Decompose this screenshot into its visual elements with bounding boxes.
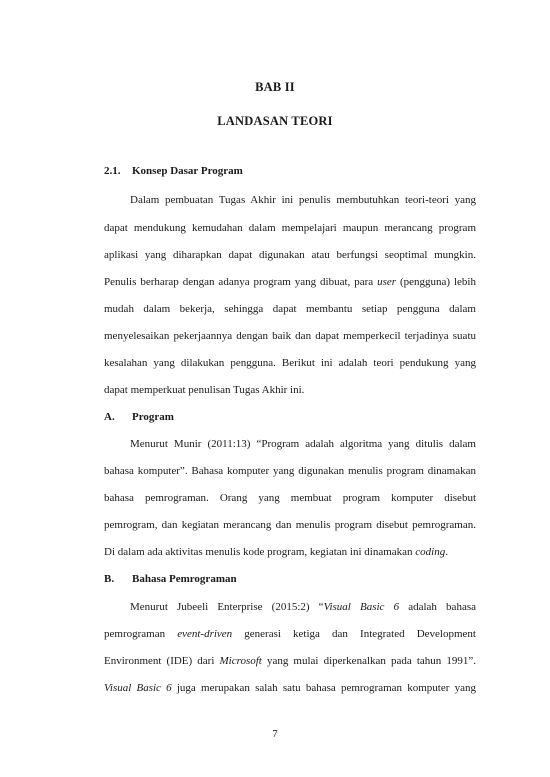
paragraph-line: dapat mendukung kemudahan dalam mempelajari maupun merancang program (104, 222, 476, 234)
section-heading-program (104, 411, 174, 423)
italic-term: Visual Basic 6 (323, 601, 400, 613)
section-number: 2.1. (104, 165, 121, 177)
paragraph-line: mudah dalam bekerja, sehingga dapat membantu setiap pengguna dalam (104, 303, 476, 315)
paragraph-line (104, 546, 476, 559)
paragraph-line: bahasa pemrograman. Orang yang membuat program komputer disebut (104, 492, 476, 504)
section-title: Bahasa Pemrograman (132, 573, 237, 585)
text-run: Penulis berharap dengan adanya program yang dibuat, para (104, 276, 378, 288)
paragraph-line: aplikasi yang diharapkan dapat digunakan atau berfungsi seoptimal mungkin. (104, 249, 476, 261)
section-heading-konsep-dasar-program (104, 165, 243, 177)
section-number: A. (104, 411, 115, 423)
page-number: 7 (272, 728, 278, 740)
italic-term: event-driven (177, 628, 233, 640)
section-title: Konsep Dasar Program (132, 165, 243, 177)
section-heading-bahasa-pemrograman (104, 573, 237, 585)
paragraph-line: kesalahan yang dilakukan pengguna. Berikut ini adalah teori pendukung yang (104, 357, 476, 369)
paragraph-line (104, 682, 476, 695)
section-title: Program (132, 411, 174, 423)
text-run: pemrograman (104, 628, 178, 640)
paragraph-line (130, 601, 476, 614)
paragraph-line: menyelesaikan pekerjaannya dengan baik dan dapat memperkecil terjadinya suatu (104, 330, 476, 342)
text-run: generasi ketiga dan Integrated Development (232, 628, 476, 640)
text-run: yang mulai diperkenalkan pada tahun 1991”. (261, 655, 476, 667)
chapter-title: LANDASAN TEORI (217, 114, 333, 128)
paragraph-line: Menurut Munir (2011:13) “Program adalah algoritma yang ditulis dalam (130, 438, 476, 450)
paragraph-line: bahasa komputer”. Bahasa komputer yang digunakan menulis program dinamakan (104, 465, 476, 477)
paragraph-line: pemrogram, dan kegiatan merancang dan menulis program disebut pemrograman. (104, 519, 476, 531)
section-number: B. (104, 573, 115, 585)
text-run: . (445, 546, 448, 558)
paragraph-line (104, 628, 476, 641)
text-run: Environment (IDE) dari (104, 655, 220, 667)
italic-term: Microsoft (219, 655, 262, 667)
paragraph-line (104, 655, 476, 668)
chapter-label: BAB II (255, 80, 295, 94)
text-run: Menurut Jubeeli Enterprise (2015:2) “ (130, 601, 324, 613)
text-run: adalah bahasa (399, 601, 476, 613)
text-run: juga merupakan salah satu bahasa pemrograman komputer yang (171, 682, 476, 694)
paragraph-line (104, 276, 476, 289)
italic-term: user (377, 276, 397, 288)
text-run: (pengguna) lebih (396, 276, 476, 288)
italic-term: Visual Basic 6 (104, 682, 172, 694)
italic-term: coding (415, 546, 446, 558)
paragraph-line: Dalam pembuatan Tugas Akhir ini penulis membutuhkan teori-teori yang (130, 194, 476, 206)
paragraph-line: dapat memperkuat penulisan Tugas Akhir ini. (104, 384, 305, 396)
text-run: Di dalam ada aktivitas menulis kode program, kegiatan ini dinamakan (104, 546, 416, 558)
